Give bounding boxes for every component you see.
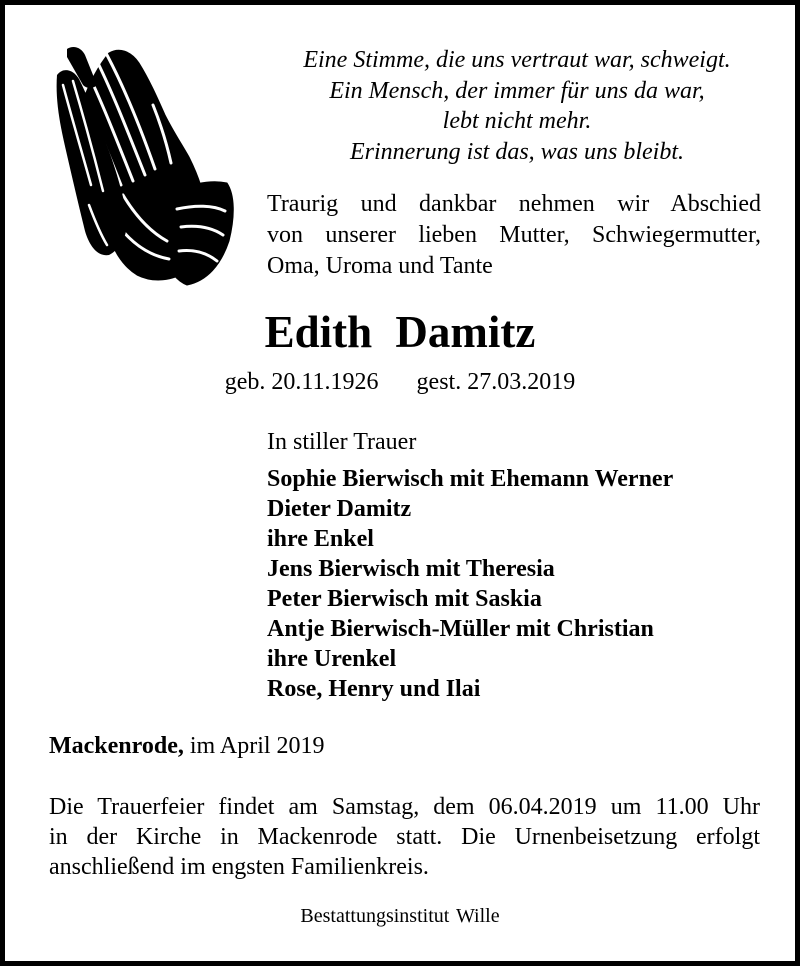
praying-hands-icon bbox=[49, 45, 237, 287]
family-member: ihre Urenkel bbox=[267, 646, 397, 672]
poem-line: Erinnerung ist das, was uns bleibt. bbox=[349, 138, 685, 165]
farewell-intro bbox=[267, 189, 761, 282]
funeral-service-info bbox=[49, 792, 760, 882]
intro-line: Oma, Uroma und Tante bbox=[267, 253, 493, 279]
family-member: Peter Bierwisch mit Saskia bbox=[267, 586, 542, 612]
intro-line: Traurig und dankbar nehmen wir Abschied bbox=[267, 191, 761, 217]
memorial-poem bbox=[267, 45, 767, 167]
funeral-home: Bestattungsinstitut Wille bbox=[300, 905, 500, 927]
family-member: Dieter Damitz bbox=[267, 496, 412, 522]
poem-line: lebt nicht mehr. bbox=[442, 108, 592, 134]
life-dates bbox=[5, 367, 795, 397]
mourning-label: In stiller Trauer bbox=[267, 429, 417, 455]
family-member: Sophie Bierwisch mit Ehemann Werner bbox=[267, 466, 674, 492]
family-member: Antje Bierwisch-Müller mit Christian bbox=[267, 616, 654, 642]
place-date: im April 2019 bbox=[183, 733, 325, 759]
poem-line: Eine Stimme, die uns vertraut war, schweigt. bbox=[303, 47, 731, 73]
service-line: in der Kirche in Mackenrode statt. Die Urnenbeisetzung erfolgt bbox=[49, 824, 760, 850]
family-member: Rose, Henry und Ilai bbox=[267, 676, 481, 702]
service-line: anschließend im engsten Familienkreis. bbox=[49, 854, 429, 880]
poem-line: Ein Mensch, der immer für uns da war, bbox=[329, 77, 705, 104]
deceased-name: Edith Damitz bbox=[264, 307, 536, 357]
family-list bbox=[267, 464, 673, 704]
service-line: Die Trauerfeier findet am Samstag, dem 06.04.2019 um 11.00 Uhr bbox=[49, 794, 760, 820]
birth-date: geb. 20.11.1926 bbox=[224, 369, 379, 395]
place-town: Mackenrode, bbox=[49, 733, 184, 759]
family-member: Jens Bierwisch mit Theresia bbox=[267, 556, 555, 582]
death-date: gest. 27.03.2019 bbox=[416, 369, 576, 395]
place-and-date bbox=[49, 731, 325, 761]
intro-line: von unserer lieben Mutter, Schwiegermutter, bbox=[267, 222, 761, 248]
family-member: ihre Enkel bbox=[267, 526, 374, 552]
